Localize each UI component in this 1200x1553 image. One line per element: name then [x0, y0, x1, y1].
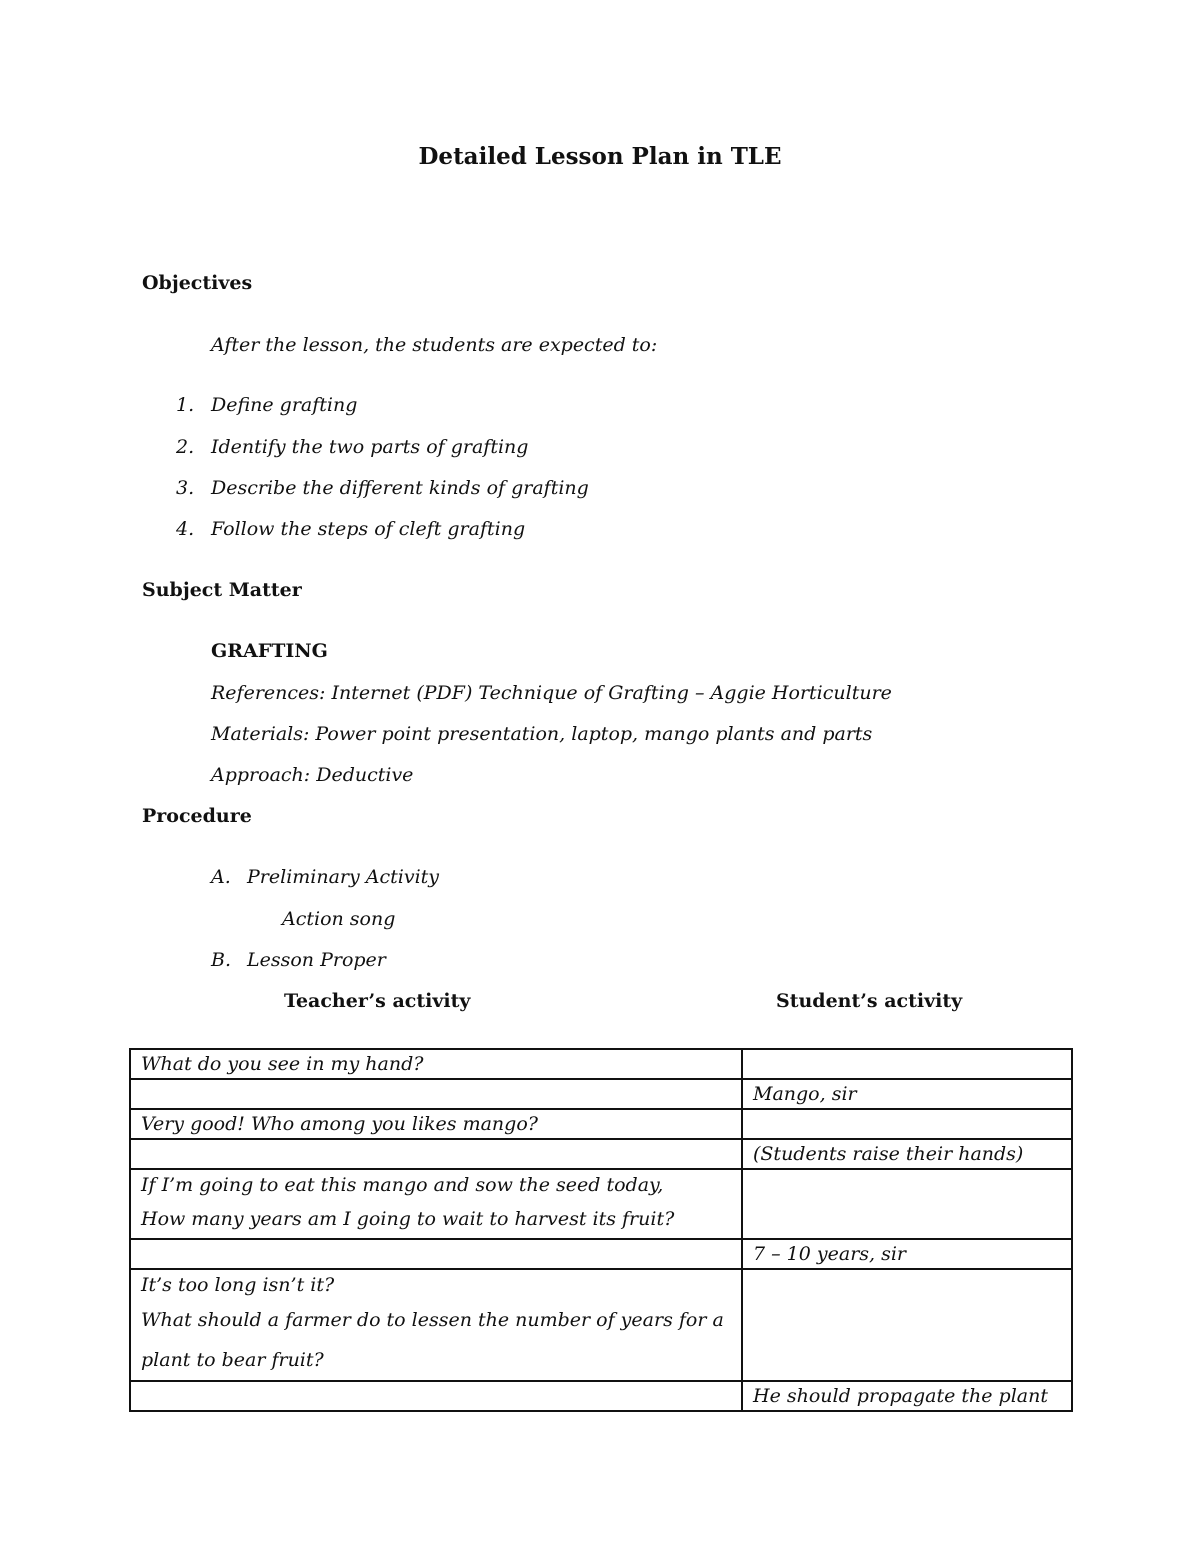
table-row	[130, 1381, 1072, 1411]
student-activity-header: Student’s activity	[776, 990, 963, 1012]
teacher-cell	[130, 1169, 742, 1239]
table-row	[130, 1269, 1072, 1381]
student-cell	[742, 1139, 1072, 1169]
page-title: Detailed Lesson Plan in TLE	[418, 143, 782, 170]
student-cell	[742, 1049, 1072, 1079]
procedure-heading: Procedure	[142, 805, 252, 827]
objective-number: 4.	[176, 518, 195, 540]
student-line: Mango, sir	[753, 1083, 857, 1105]
student-cell	[742, 1079, 1072, 1109]
subject-materials: Materials: Power point presentation, laptop, mango plants and parts	[211, 723, 873, 745]
student-cell	[742, 1269, 1072, 1381]
teacher-line: It’s too long isn’t it?	[141, 1274, 335, 1296]
teacher-line: What do you see in my hand?	[141, 1053, 424, 1075]
table-row	[130, 1139, 1072, 1169]
student-line: (Students raise their hands)	[753, 1143, 1024, 1165]
teacher-line: How many years am I going to wait to harvest its fruit?	[141, 1208, 675, 1230]
procedure-a-text: Preliminary Activity	[247, 866, 440, 888]
table-row	[130, 1049, 1072, 1079]
student-cell	[742, 1239, 1072, 1269]
objective-item: Follow the steps of cleft grafting	[211, 518, 526, 540]
teacher-cell	[130, 1381, 742, 1411]
subject-approach: Approach: Deductive	[211, 764, 414, 786]
procedure-b-label: B.	[211, 949, 232, 971]
objective-item: Define grafting	[211, 394, 358, 416]
teacher-line: If I’m going to eat this mango and sow the seed today,	[141, 1174, 664, 1196]
objective-number: 1.	[176, 394, 195, 416]
student-cell	[742, 1381, 1072, 1411]
subject-matter-heading: Subject Matter	[142, 579, 302, 601]
table-row	[130, 1079, 1072, 1109]
table-row	[130, 1109, 1072, 1139]
table-row	[130, 1239, 1072, 1269]
table-row	[130, 1169, 1072, 1239]
teacher-activity-header: Teacher’s activity	[284, 990, 471, 1012]
procedure-a-label: A.	[211, 866, 231, 888]
teacher-cell	[130, 1049, 742, 1079]
procedure-a-sub: Action song	[282, 908, 396, 930]
teacher-line: What should a farmer do to lessen the number of years for a	[141, 1309, 724, 1331]
teacher-cell	[130, 1079, 742, 1109]
objectives-intro: After the lesson, the students are expected to:	[211, 334, 658, 356]
objective-number: 2.	[176, 436, 195, 458]
objectives-heading: Objectives	[142, 272, 253, 294]
teacher-cell	[130, 1139, 742, 1169]
student-cell	[742, 1109, 1072, 1139]
lesson-activity-table	[129, 1048, 1073, 1412]
student-cell	[742, 1169, 1072, 1239]
student-line: 7 – 10 years, sir	[753, 1243, 907, 1265]
objective-item: Identify the two parts of grafting	[211, 436, 529, 458]
teacher-cell	[130, 1239, 742, 1269]
teacher-line: plant to bear fruit?	[141, 1349, 324, 1371]
subject-topic: GRAFTING	[211, 640, 328, 662]
student-line: He should propagate the plant	[753, 1385, 1048, 1407]
teacher-cell	[130, 1269, 742, 1381]
objective-number: 3.	[176, 477, 195, 499]
subject-references: References: Internet (PDF) Technique of Grafting – Aggie Horticulture	[211, 682, 892, 704]
teacher-cell	[130, 1109, 742, 1139]
teacher-line: Very good! Who among you likes mango?	[141, 1113, 538, 1135]
objective-item: Describe the different kinds of grafting	[211, 477, 589, 499]
procedure-b-text: Lesson Proper	[247, 949, 386, 971]
